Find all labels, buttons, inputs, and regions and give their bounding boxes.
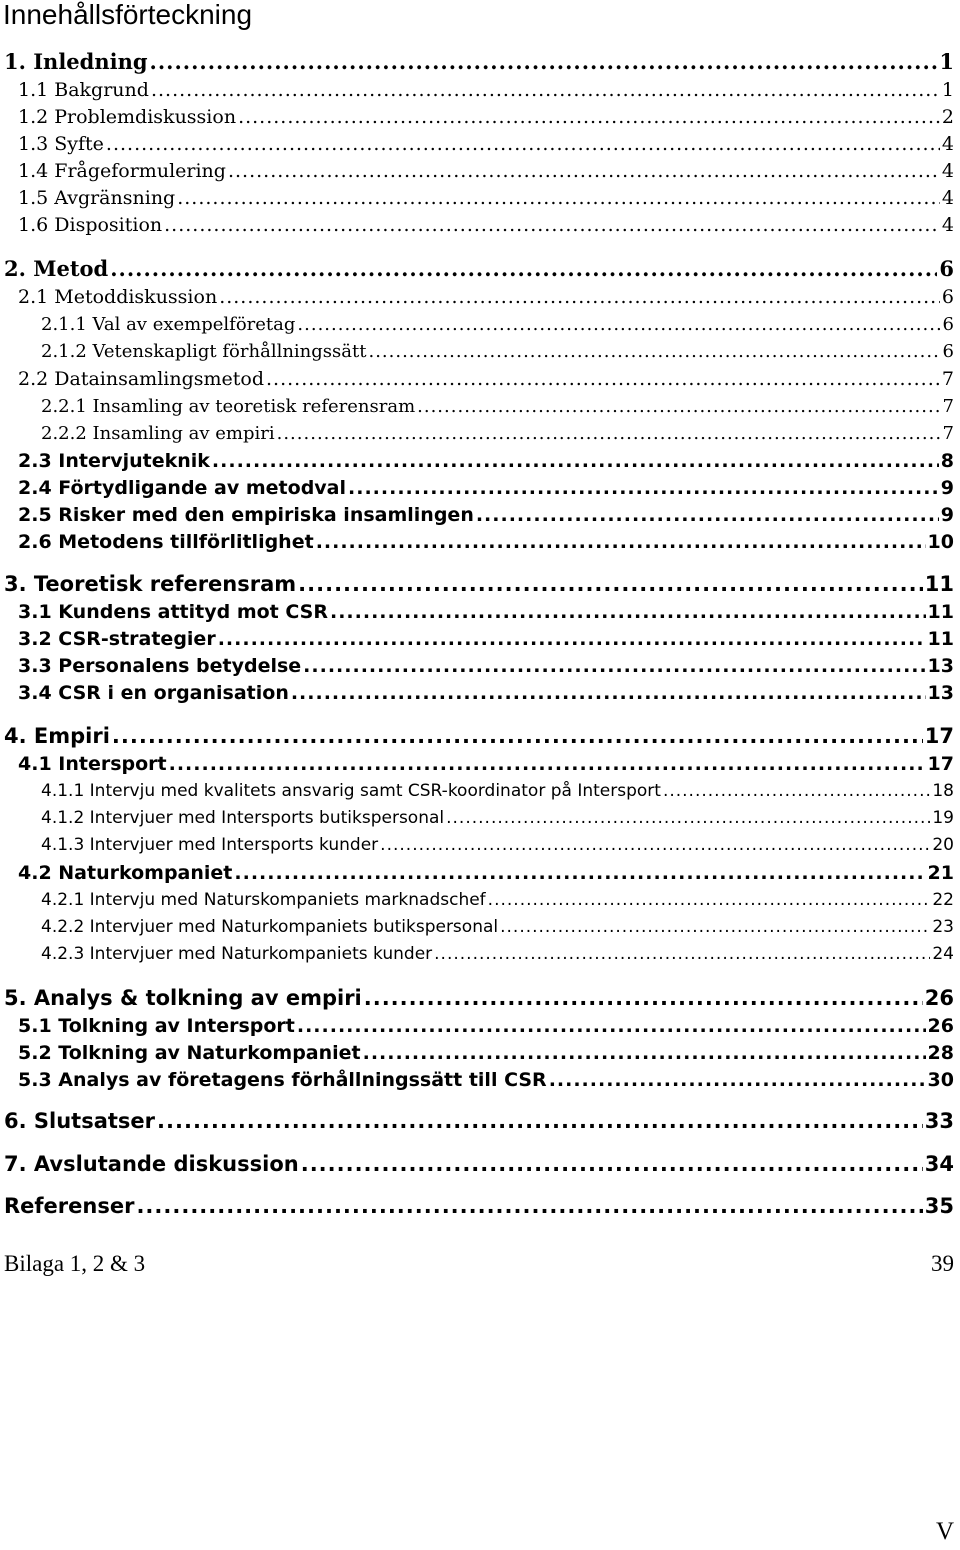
toc-entry-page: 9: [940, 504, 954, 526]
leader-dots: [316, 531, 926, 553]
toc-entry[interactable]: [18, 79, 954, 101]
toc-entry-label: 4.2.3 Intervjuer med Naturkompaniets kunder: [41, 944, 433, 964]
toc-entry-label: 3.2 CSR-strategier: [18, 628, 216, 650]
leader-dots: [238, 106, 940, 128]
toc-entry-label: 4.2.1 Intervju med Naturskompaniets marknadschef: [41, 890, 486, 910]
toc-entry-page: 20: [932, 835, 954, 855]
toc-entry-label: 1.5 Avgränsning: [18, 187, 176, 209]
appendix-label: Bilaga 1, 2 & 3: [4, 1251, 146, 1276]
toc-entry[interactable]: [41, 341, 954, 362]
toc-entry-page: 13: [927, 655, 954, 677]
toc-entry-page: 30: [927, 1069, 954, 1091]
toc-entry-label: 2. Metod: [4, 256, 109, 281]
toc-entry[interactable]: [4, 1109, 954, 1133]
toc-entry-page: 1: [939, 49, 954, 74]
leader-dots: [112, 724, 923, 748]
toc-entry-label: 1.3 Syfte: [18, 133, 104, 155]
leader-dots: [297, 1015, 926, 1037]
toc-entry-label: 1.1 Bakgrund: [18, 79, 149, 101]
toc-entry-label: 1.6 Disposition: [18, 214, 163, 236]
leader-dots: [446, 808, 930, 828]
toc-entry-page: 13: [927, 682, 954, 704]
appendix-page: 39: [931, 1251, 954, 1276]
toc-entry-page: 17: [927, 753, 954, 775]
toc-entry-page: 7: [941, 368, 954, 390]
toc-entry[interactable]: [4, 572, 954, 596]
leader-dots: [297, 314, 940, 335]
toc-entry-page: 11: [924, 572, 954, 596]
toc-entry-page: 6: [941, 286, 954, 308]
leader-dots: [434, 944, 930, 964]
toc-entry[interactable]: [18, 368, 954, 390]
toc-entry-label: 5.3 Analys av företagens förhållningssätt till CSR: [18, 1069, 547, 1091]
toc-entry[interactable]: [18, 133, 954, 155]
toc-entry-label: 3.4 CSR i en organisation: [18, 682, 289, 704]
toc-entry[interactable]: [18, 1042, 954, 1064]
toc-entry[interactable]: [41, 423, 954, 444]
toc-entry-label: Referenser: [4, 1194, 135, 1218]
leader-dots: [476, 504, 939, 526]
toc-entry[interactable]: [18, 628, 954, 650]
toc-entry[interactable]: [18, 531, 954, 553]
toc-entry-page: 8: [940, 450, 954, 472]
toc-entry[interactable]: [4, 256, 954, 281]
leader-dots: [303, 655, 925, 677]
toc-entry-page: 9: [940, 477, 954, 499]
toc-entry-page: 6: [939, 256, 954, 281]
page-title: Innehållsförteckning: [3, 0, 253, 30]
toc-entry-page: 4: [941, 187, 954, 209]
toc-entry-label: 2.6 Metodens tillförlitlighet: [18, 531, 314, 553]
toc-entry-page: 11: [927, 601, 954, 623]
toc-entry[interactable]: [41, 944, 954, 964]
toc-entry-page: 18: [932, 781, 954, 801]
leader-dots: [164, 214, 940, 236]
leader-dots: [150, 49, 938, 74]
leader-dots: [228, 160, 940, 182]
toc-entry-label: 4.1 Intersport: [18, 753, 167, 775]
leader-dots: [106, 133, 940, 155]
toc-entry[interactable]: [18, 1069, 954, 1091]
toc-entry-page: 24: [932, 944, 954, 964]
toc-entry[interactable]: [18, 682, 954, 704]
toc-entry-page: 6: [942, 341, 954, 362]
toc-entry-label: 2.2 Datainsamlingsmetod: [18, 368, 264, 390]
leader-dots: [277, 423, 941, 444]
toc-entry-page: 34: [924, 1152, 954, 1176]
toc-entry-page: 26: [927, 1015, 954, 1037]
leader-dots: [266, 368, 940, 390]
leader-dots: [500, 917, 930, 937]
toc-entry-label: 5.2 Tolkning av Naturkompaniet: [18, 1042, 361, 1064]
toc-entry-page: 4: [941, 160, 954, 182]
toc-entry[interactable]: [18, 214, 954, 236]
leader-dots: [219, 286, 940, 308]
toc-entry-page: 1: [941, 79, 954, 101]
toc-entry-label: 7. Avslutande diskussion: [4, 1152, 299, 1176]
toc-entry-label: 2.1.2 Vetenskapligt förhållningssätt: [41, 341, 367, 362]
toc-entry-label: 6. Slutsatser: [4, 1109, 156, 1133]
toc-entry-page: 17: [924, 724, 954, 748]
toc-entry[interactable]: [4, 49, 954, 74]
toc-entry[interactable]: [18, 106, 954, 128]
toc-entry-page: 10: [927, 531, 954, 553]
toc-entry[interactable]: [18, 862, 954, 884]
toc-entry-page: 11: [927, 628, 954, 650]
toc-entry-label: 4.1.2 Intervjuer med Intersports butikspersonal: [41, 808, 445, 828]
toc-entry-label: 3.1 Kundens attityd mot CSR: [18, 601, 328, 623]
toc-entry-page: 23: [932, 917, 954, 937]
toc-entry-label: 1.4 Frågeformulering: [18, 160, 226, 182]
toc-entry[interactable]: [18, 504, 954, 526]
toc-entry-label: 3. Teoretisk referensram: [4, 572, 297, 596]
leader-dots: [177, 187, 940, 209]
leader-dots: [348, 477, 939, 499]
leader-dots: [663, 781, 930, 801]
toc-entry-page: 4: [941, 133, 954, 155]
toc-entry-page: 6: [942, 314, 954, 335]
leader-dots: [364, 986, 923, 1010]
leader-dots: [368, 341, 940, 362]
toc-entry-page: 19: [932, 808, 954, 828]
toc-entry[interactable]: [18, 450, 954, 472]
leader-dots: [234, 862, 925, 884]
leader-dots: [169, 753, 926, 775]
toc-entry[interactable]: [18, 160, 954, 182]
toc-entry-page: 28: [927, 1042, 954, 1064]
toc-entry-label: 5. Analys & tolkning av empiri: [4, 986, 362, 1010]
toc-entry-page: 4: [941, 214, 954, 236]
page-number: V: [935, 1518, 954, 1545]
toc-entry[interactable]: [41, 835, 954, 855]
leader-dots: [380, 835, 930, 855]
toc-entry-page: 22: [932, 890, 954, 910]
toc-entry[interactable]: [18, 753, 954, 775]
toc-entry-label: 4.2.2 Intervjuer med Naturkompaniets butikspersonal: [41, 917, 499, 937]
appendix-entry[interactable]: [4, 1251, 954, 1277]
toc-entry-label: 1.2 Problemdiskussion: [18, 106, 237, 128]
toc-entry[interactable]: [41, 890, 954, 910]
toc-entry-label: 2.2.1 Insamling av teoretisk referensram: [41, 396, 416, 417]
toc-entry-label: 2.5 Risker med den empiriska insamlingen: [18, 504, 474, 526]
leader-dots: [151, 79, 940, 101]
toc-entry-label: 2.4 Förtydligande av metodval: [18, 477, 347, 499]
toc-entry[interactable]: [41, 396, 954, 417]
leader-dots: [549, 1069, 926, 1091]
toc-entry[interactable]: [4, 1152, 954, 1176]
leader-dots: [417, 396, 940, 417]
leader-dots: [157, 1109, 923, 1133]
toc-entry-page: 7: [942, 423, 954, 444]
toc-entry-page: 35: [924, 1194, 954, 1218]
toc-entry[interactable]: [41, 781, 954, 801]
toc-entry[interactable]: [4, 986, 954, 1010]
toc-entry-label: 2.3 Intervjuteknik: [18, 450, 210, 472]
leader-dots: [218, 628, 926, 650]
toc-entry[interactable]: [18, 655, 954, 677]
toc-entry[interactable]: [18, 1015, 954, 1037]
leader-dots: [212, 450, 939, 472]
leader-dots: [488, 890, 931, 910]
toc-entry-page: 2: [941, 106, 954, 128]
leader-dots: [301, 1152, 923, 1176]
toc-entry-label: 1. Inledning: [4, 49, 148, 74]
toc-entry[interactable]: [4, 724, 954, 748]
leader-dots: [298, 572, 923, 596]
toc-entry-label: 3.3 Personalens betydelse: [18, 655, 302, 677]
leader-dots: [291, 682, 926, 704]
toc-entry-label: 2.2.2 Insamling av empiri: [41, 423, 275, 444]
toc-entry-label: 4.1.3 Intervjuer med Intersports kunder: [41, 835, 379, 855]
toc-entry-label: 4.1.1 Intervju med kvalitets ansvarig samt CSR-koordinator på Intersport: [41, 781, 661, 801]
toc-entry[interactable]: [18, 477, 954, 499]
toc-entry-page: 33: [924, 1109, 954, 1133]
leader-dots: [330, 601, 926, 623]
toc-entry-label: 4. Empiri: [4, 724, 110, 748]
toc-entry-page: 21: [927, 862, 954, 884]
leader-dots: [363, 1042, 926, 1064]
toc-entry[interactable]: [41, 808, 954, 828]
toc-entry[interactable]: [41, 314, 954, 335]
leader-dots: [136, 1194, 922, 1218]
toc-entry[interactable]: [18, 187, 954, 209]
leader-dots: [110, 256, 937, 281]
toc-entry-label: 4.2 Naturkompaniet: [18, 862, 233, 884]
toc-entry-label: 2.1 Metoddiskussion: [18, 286, 218, 308]
toc-entry-label: 2.1.1 Val av exempelföretag: [41, 314, 296, 335]
toc-entry-label: 5.1 Tolkning av Intersport: [18, 1015, 295, 1037]
toc-entry[interactable]: [18, 601, 954, 623]
toc-entry-page: 26: [924, 986, 954, 1010]
toc-entry-page: 7: [942, 396, 954, 417]
toc-entry[interactable]: [18, 286, 954, 308]
toc-entry[interactable]: [41, 917, 954, 937]
toc-entry[interactable]: [4, 1194, 954, 1218]
